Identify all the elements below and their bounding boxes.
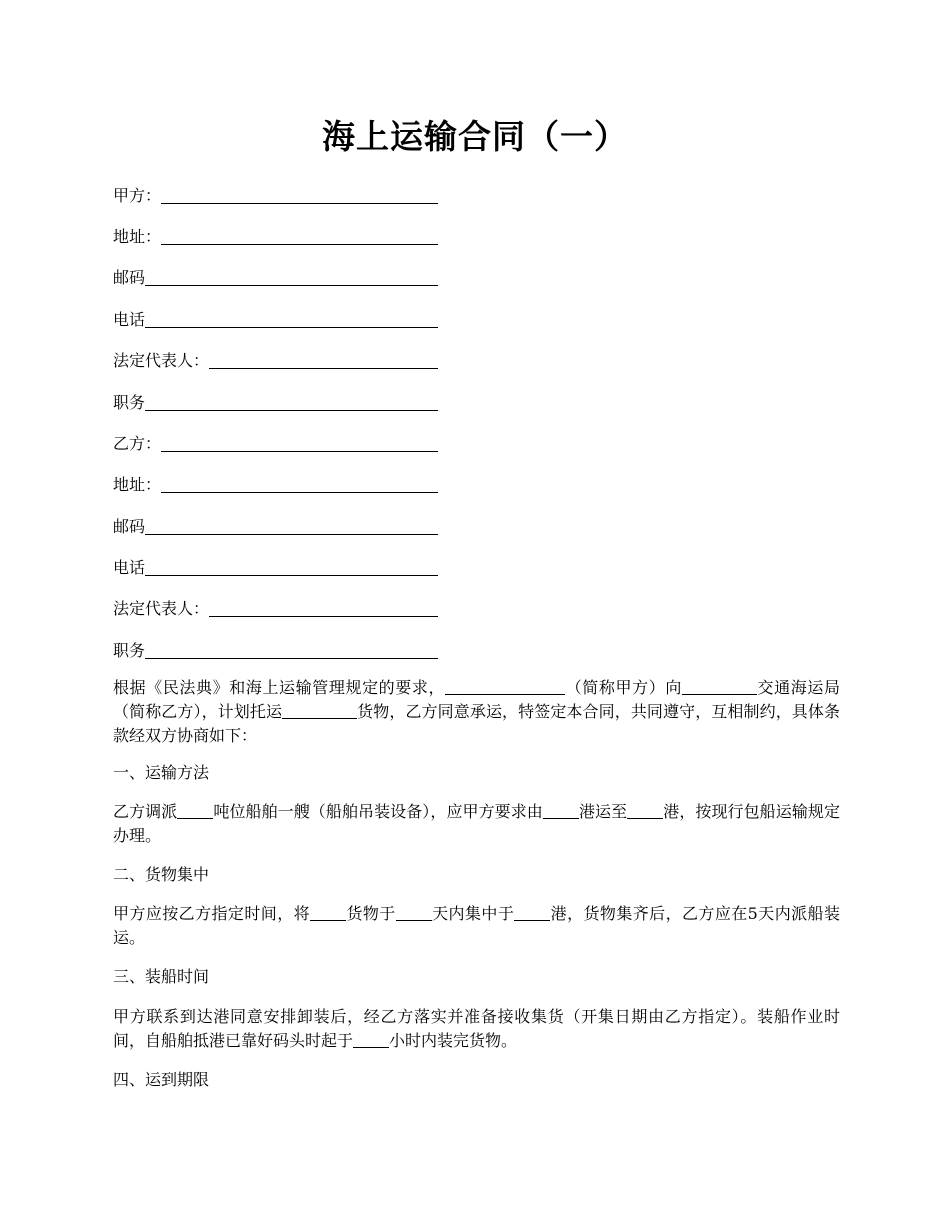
s1-text-3: 港运至 <box>578 802 628 821</box>
document-title: 海上运输合同（一） <box>322 117 628 156</box>
party-b-name-field[interactable] <box>113 429 438 455</box>
shipping-bureau-blank[interactable] <box>682 676 757 695</box>
party-a-position-blank[interactable] <box>145 392 438 411</box>
s2-text-4: 港，货物集齐后，乙方应在5天内派船装运。 <box>113 904 840 947</box>
party-a-blank[interactable] <box>161 185 438 204</box>
section-3-heading: 三、装船时间 <box>113 967 210 986</box>
party-b-legal-rep-label: 法定代表人： <box>113 599 210 618</box>
party-b-address-label: 地址： <box>113 475 162 494</box>
intro-text-2: （简称甲方）向 <box>565 678 682 697</box>
party-a-position-label: 职务 <box>113 393 146 412</box>
party-b-position-label: 职务 <box>113 641 146 660</box>
days-blank[interactable] <box>396 902 432 921</box>
section-2-paragraph <box>113 902 840 950</box>
party-b-postcode-field[interactable] <box>113 512 438 538</box>
section-1-paragraph <box>113 800 840 848</box>
party-a-legal-rep-label: 法定代表人： <box>113 351 210 370</box>
party-b-postcode-blank[interactable] <box>145 516 438 535</box>
destination-port-blank[interactable] <box>627 800 663 819</box>
s3-text-1: 甲方联系到达港同意安排卸装后，经乙方落实并准备接收集货（开集日期由乙方指定）。装船作业时间，自船舶抵港已靠好码头时起于 <box>113 1007 840 1050</box>
cargo-name-blank[interactable] <box>282 700 357 719</box>
party-b-address-field[interactable] <box>113 470 438 496</box>
s2-text-2: 货物于 <box>346 904 396 923</box>
party-a-name-field[interactable] <box>113 181 438 207</box>
party-a-address-blank[interactable] <box>161 226 438 245</box>
s3-text-2: 小时内装完货物。 <box>389 1031 518 1050</box>
intro-paragraph <box>113 676 840 748</box>
origin-port-blank[interactable] <box>543 800 579 819</box>
party-b-phone-blank[interactable] <box>145 557 438 576</box>
party-b-phone-label: 电话 <box>113 558 146 577</box>
party-a-address-field[interactable] <box>113 222 438 248</box>
section-1-heading: 一、运输方法 <box>113 763 210 782</box>
party-a-phone-label: 电话 <box>113 310 146 329</box>
party-a-address-label: 地址： <box>113 227 162 246</box>
party-a-phone-blank[interactable] <box>145 309 438 328</box>
party-a-postcode-field[interactable] <box>113 263 438 289</box>
party-b-position-blank[interactable] <box>145 640 438 659</box>
party-a-legal-rep-field[interactable] <box>113 346 438 372</box>
cargo-blank[interactable] <box>310 902 346 921</box>
party-a-postcode-blank[interactable] <box>145 267 438 286</box>
collection-port-blank[interactable] <box>514 902 550 921</box>
intro-text-1: 根据《民法典》和海上运输管理规定的要求， <box>113 678 446 697</box>
section-4-heading: 四、运到期限 <box>113 1070 210 1089</box>
party-b-address-blank[interactable] <box>161 474 438 493</box>
party-b-label: 乙方： <box>113 434 162 453</box>
section-3-paragraph <box>113 1005 840 1053</box>
party-a-legal-rep-blank[interactable] <box>209 350 438 369</box>
intro-text-3: 交通海运局（简称乙方），计划托运 <box>113 678 840 721</box>
loading-hours-blank[interactable] <box>353 1029 389 1048</box>
section-2-heading: 二、货物集中 <box>113 865 210 884</box>
s1-text-1: 乙方调派 <box>113 802 178 821</box>
party-a-label: 甲方： <box>113 186 162 205</box>
tonnage-blank[interactable] <box>177 800 213 819</box>
party-a-position-field[interactable] <box>113 388 438 414</box>
party-b-legal-rep-field[interactable] <box>113 594 438 620</box>
party-a-phone-field[interactable] <box>113 305 438 331</box>
intro-text-4: 货物，乙方同意承运，特签定本合同，共同遵守，互相制约，具体条款经双方协商如下： <box>113 702 840 745</box>
party-a-postcode-label: 邮码 <box>113 268 146 287</box>
party-b-legal-rep-blank[interactable] <box>209 598 438 617</box>
s2-text-3: 天内集中于 <box>431 904 515 923</box>
party-b-blank[interactable] <box>161 433 438 452</box>
party-b-position-field[interactable] <box>113 636 438 662</box>
party-a-name-blank-inline[interactable] <box>445 676 565 695</box>
party-b-postcode-label: 邮码 <box>113 517 146 536</box>
s1-text-4: 港，按现行包船运输规定办理。 <box>113 802 840 845</box>
party-b-phone-field[interactable] <box>113 553 438 579</box>
s1-text-2: 吨位船舶一艘（船舶吊装设备），应甲方要求由 <box>213 802 543 821</box>
s2-text-1: 甲方应按乙方指定时间，将 <box>113 904 311 923</box>
